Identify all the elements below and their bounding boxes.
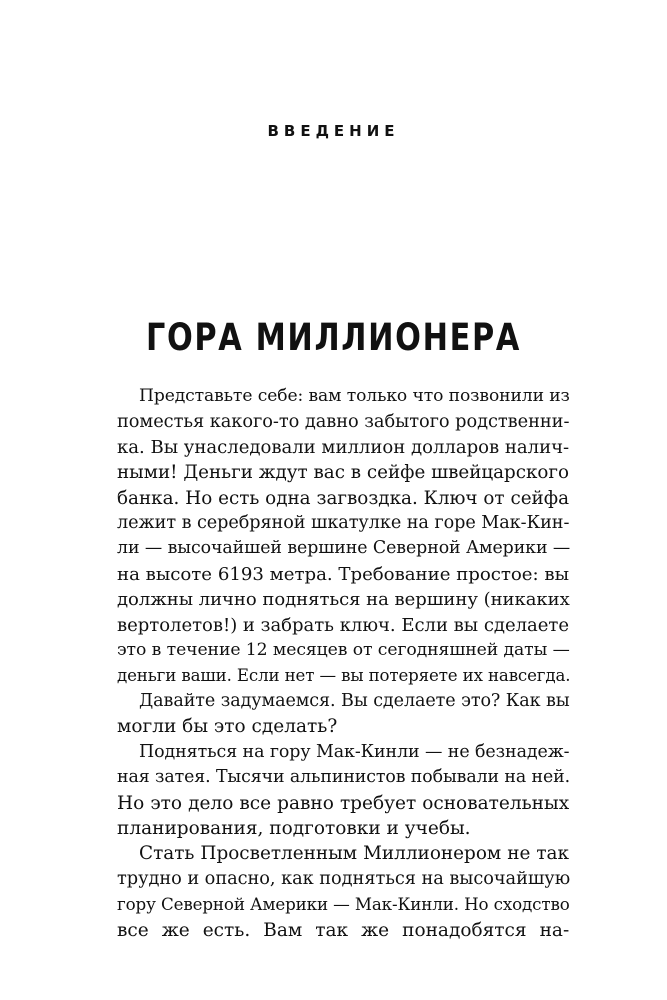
text-line: банка. Но есть одна загвоздка. Ключ от сейфа (117, 487, 569, 509)
text-line: ными! Деньги ждут вас в сейфе швейцарского (117, 462, 569, 484)
text-line: трудно и опасно, как подняться на высочайшую (117, 868, 571, 889)
body-text (95, 384, 569, 943)
text-line: это в течение 12 месяцев от сегодняшней даты — (117, 640, 570, 661)
text-line: ная затея. Тысячи альпинистов побывали на ней. (117, 767, 571, 788)
paragraph (95, 384, 569, 689)
text-line: Подняться на гору Мак-Кинли — не безнадеж- (139, 741, 570, 762)
text-line: Представьте себе: вам только что позвонили из (139, 386, 570, 406)
text-line: поместья какого-то давно забытого родственни- (117, 411, 570, 433)
paragraph (95, 841, 569, 943)
text-line: вертолетов!) и забрать ключ. Если вы сделаете (117, 614, 569, 636)
text-line: Давайте задумаемся. Вы сделаете это? Как вы (139, 690, 570, 711)
text-line: Стать Просветленным Миллионером не так (139, 843, 569, 865)
text-line: Но это дело все равно требует основательных (117, 792, 570, 814)
text-line: ли — высочайшей вершине Северной Америки — (117, 538, 571, 559)
text-line: деньги ваши. Если нет — вы потеряете их навсегда. (117, 666, 571, 686)
paragraph (95, 689, 569, 740)
paragraph (95, 740, 569, 842)
text-line: планирования, подготовки и учебы. (117, 817, 471, 839)
text-line: все же есть. Вам так же понадобятся на- (117, 919, 570, 941)
text-line: на высоте 6193 метра. Требование простое: вы (117, 563, 569, 585)
text-line: гору Северной Америки — Мак-Кинли. Но сходство (117, 894, 570, 915)
text-line: лежит в серебряной шкатулке на горе Мак-Кин- (117, 513, 570, 534)
text-line: могли бы это сделать? (117, 716, 338, 738)
text-line: ка. Вы унаследовали миллион долларов налич- (117, 436, 570, 458)
section-label: ВВЕДЕНИЕ (267, 122, 400, 140)
text-line: должны лично подняться на вершину (никаких (117, 589, 570, 611)
chapter-title: ГОРА МИЛЛИОНЕРА (145, 316, 521, 359)
